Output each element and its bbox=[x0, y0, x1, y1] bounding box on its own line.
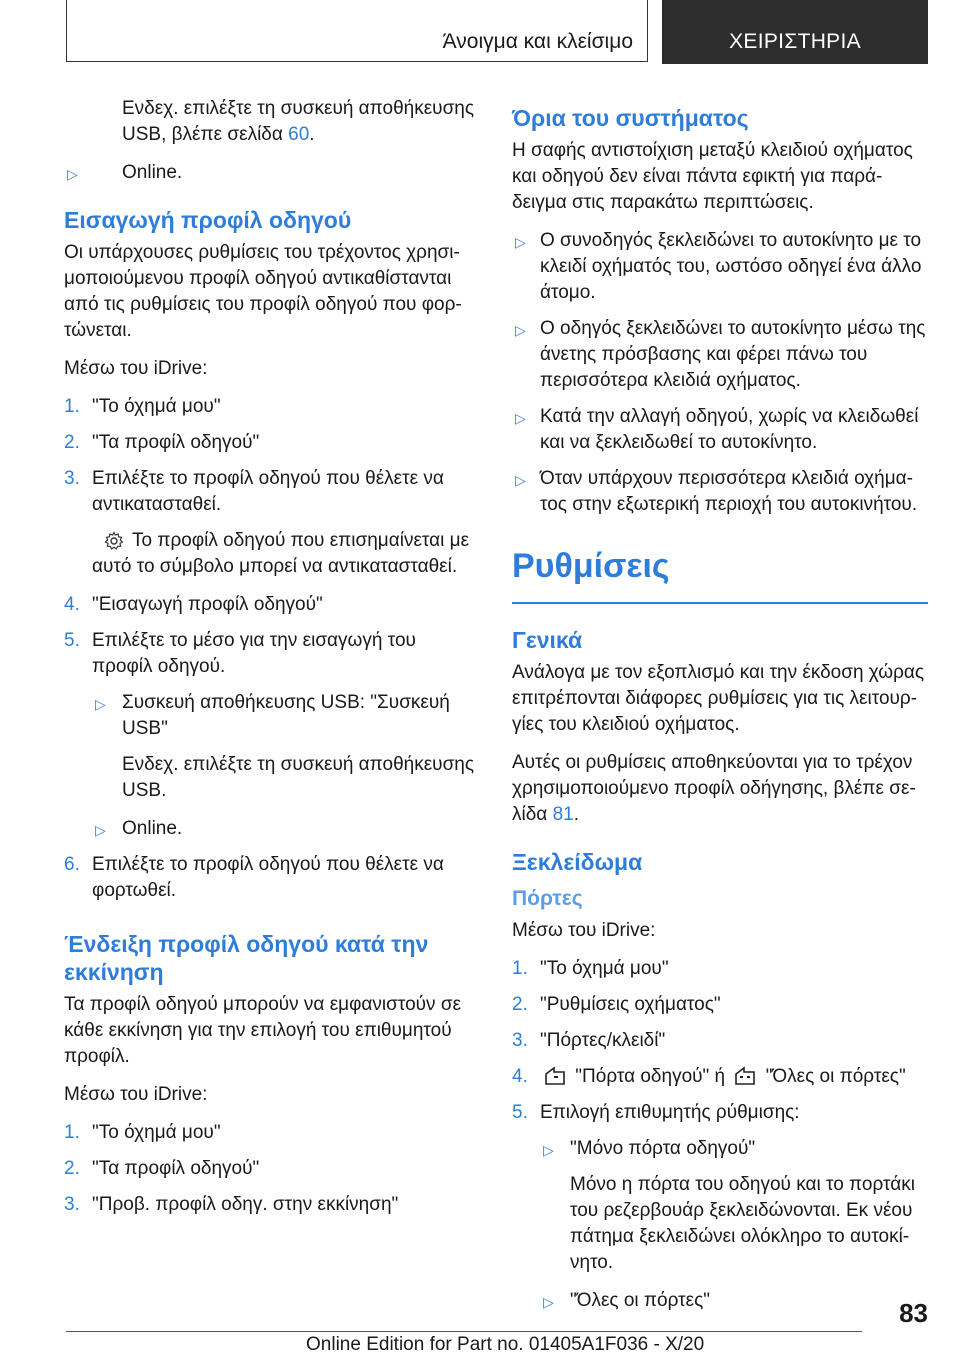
gear-icon bbox=[104, 531, 124, 551]
page-header bbox=[66, 0, 928, 64]
section-heading: Εισαγωγή προφίλ οδηγού bbox=[64, 207, 352, 233]
step-item: 3. "Προβ. προφίλ οδηγ. στην εκκίνηση" bbox=[64, 1194, 399, 1215]
list-item: ▷ "Μόνο πόρτα οδηγού" bbox=[540, 1136, 928, 1162]
step-item: 5. Επιλογή επιθυμητής ρύθμισης: bbox=[512, 1101, 800, 1123]
section-heading: Γενικά bbox=[512, 626, 583, 653]
section-heading: Ξεκλείδωμα bbox=[512, 848, 643, 875]
step-item: 5. Επιλέξτε το μέσο για την εισαγωγή του προφίλ οδηγού. bbox=[64, 630, 416, 677]
right-column bbox=[512, 96, 928, 1324]
step-item: 2. "Τα προφίλ οδηγού" bbox=[64, 432, 260, 453]
list-item: ▷ Συσκευή αποθήκευσης USB: "Συσκευή USB" bbox=[95, 692, 450, 739]
step-item: 1. "Το όχημά μου" bbox=[64, 1122, 221, 1143]
paragraph: Ανάλογα με τον εξοπλισμό και την έκδοση χώρας επιτρέπονται διάφορες ρυθμίσεις για τις λειτουργίες του κλειδιού οχήματος. bbox=[512, 661, 925, 735]
step-item: 4. "Πόρτα οδηγού" ή "Όλες οι πόρτες" bbox=[512, 1065, 906, 1087]
list-item: ▷ Όταν υπάρχουν περισσότερα κλειδιά οχήματος στην εξωτερική περιοχή του αυτοκινήτου. bbox=[515, 468, 918, 515]
chapter-tab bbox=[662, 0, 928, 64]
list-item: ▷ Ο οδηγός ξεκλειδώνει το αυτοκίνητο μέσω της άνετης πρόσβασης και φέρει πάνω του περισσότερα κλειδιά οχήματος. bbox=[515, 318, 926, 391]
paragraph: Μόνο η πόρτα του οδηγού και το πορτάκι του ρεζερβουάρ ξεκλειδώνονται. Εκ νέου πάτημα ξεκλειδώνει ολόκληρο το αυτοκίνητο. bbox=[570, 1173, 915, 1273]
triangle-bullet-icon: ▷ bbox=[515, 322, 526, 338]
list-item: ▷ Ο συνοδηγός ξεκλειδώνει το αυτοκίνητο με το κλειδί οχήματός του, ωστόσο οδηγεί ένα άλλο άτομο. bbox=[515, 230, 922, 303]
heading-divider bbox=[512, 602, 928, 604]
driver-door-icon bbox=[544, 1066, 566, 1086]
icon-note: Το προφίλ οδηγού που επισημαίνεται με αυτό το σύμβολο μπορεί να αντικατασταθεί. bbox=[92, 530, 470, 577]
step-item: 1. "Το όχημά μου" bbox=[64, 396, 221, 417]
list-item: ▷ Κατά την αλλαγή οδηγού, χωρίς να κλειδωθεί και να ξεκλειδωθεί το αυτοκίνητο. bbox=[515, 406, 919, 453]
triangle-bullet-icon: ▷ bbox=[515, 472, 526, 488]
paragraph: Η σαφής αντιστοίχιση μεταξύ κλειδιού οχήματος και οδηγού δεν είναι πάντα εφικτή για παράδειγμα στις παρακάτω περιπτώσεις. bbox=[512, 140, 913, 213]
edition-note: Online Edition for Part no. 01405A1F036 - X/20 bbox=[306, 1334, 705, 1355]
triangle-bullet-icon: ▷ bbox=[95, 822, 106, 838]
section-heading: Όρια του συστήματος bbox=[512, 105, 749, 131]
step-item: 6. Επιλέξτε το προφίλ οδηγού που θέλετε να φορτωθεί. bbox=[64, 854, 444, 901]
triangle-bullet-icon: ▷ bbox=[543, 1141, 554, 1158]
step-item: 4. "Εισαγωγή προφίλ οδηγού" bbox=[64, 594, 323, 615]
all-doors-icon bbox=[734, 1066, 756, 1086]
list-item: ▷ Online. bbox=[64, 160, 478, 186]
section-title: Άνοιγμα και κλείσιμο bbox=[442, 30, 633, 53]
triangle-bullet-icon: ▷ bbox=[515, 410, 526, 426]
usb-note: Ενδεχ. επιλέξτε τη συσκευή αποθήκευσης USB, βλέπε σελίδα 60. bbox=[122, 98, 475, 145]
triangle-bullet-icon: ▷ bbox=[67, 166, 78, 182]
step-item: 1. "Το όχημά μου" bbox=[512, 957, 669, 979]
subsection-heading: Πόρτες bbox=[512, 886, 583, 910]
step-item: 3. "Πόρτες/κλειδί" bbox=[512, 1029, 666, 1051]
paragraph: Τα προφίλ οδηγού μπορούν να εμφανιστούν σε κάθε εκκίνηση για την επιλογή του επιθυμητού προφίλ. bbox=[64, 994, 462, 1067]
left-column bbox=[64, 96, 478, 1228]
list-item: ▷ Online. bbox=[92, 816, 478, 842]
paragraph: Μέσω του iDrive: bbox=[512, 919, 656, 941]
chapter-title: ΧΕΙΡΙΣΤΗΡΙΑ bbox=[729, 30, 861, 53]
chapter-heading: Ρυθμίσεις bbox=[512, 547, 670, 585]
page-link[interactable]: 60 bbox=[288, 124, 310, 145]
paragraph: Αυτές οι ρυθμίσεις αποθηκεύονται για το τρέχον χρησιμοποιούμενο προφίλ οδήγησης, βλέπε σελίδα 81. bbox=[512, 751, 916, 825]
page-link[interactable]: 81 bbox=[552, 803, 574, 825]
page-number: 83 bbox=[899, 1298, 928, 1328]
footer-divider bbox=[66, 1331, 862, 1332]
triangle-bullet-icon: ▷ bbox=[543, 1293, 554, 1310]
step-item: 2. "Ρυθμίσεις οχήματος" bbox=[512, 993, 721, 1015]
section-tab bbox=[66, 0, 648, 62]
paragraph: Οι υπάρχουσες ρυθμίσεις του τρέχοντος χρησιμοποιούμενου προφίλ οδηγού αντικαθίστανται από τις ρυθμίσεις του προφίλ οδηγού που φορτώνεται. bbox=[64, 242, 462, 341]
paragraph: Μέσω του iDrive: bbox=[64, 358, 208, 379]
step-item: 3. Επιλέξτε το προφίλ οδηγού που θέλετε να αντικατασταθεί. bbox=[64, 468, 444, 515]
triangle-bullet-icon: ▷ bbox=[515, 234, 526, 250]
paragraph: Μέσω του iDrive: bbox=[64, 1084, 208, 1105]
triangle-bullet-icon: ▷ bbox=[95, 696, 106, 712]
list-item: ▷ "Όλες οι πόρτες" bbox=[540, 1288, 928, 1314]
paragraph: Ενδεχ. επιλέξτε τη συσκευή αποθήκευσης USB. bbox=[122, 754, 475, 801]
section-heading: Ένδειξη προφίλ οδηγού κατά την εκκίνηση bbox=[64, 931, 429, 985]
step-item: 2. "Τα προφίλ οδηγού" bbox=[64, 1158, 260, 1179]
